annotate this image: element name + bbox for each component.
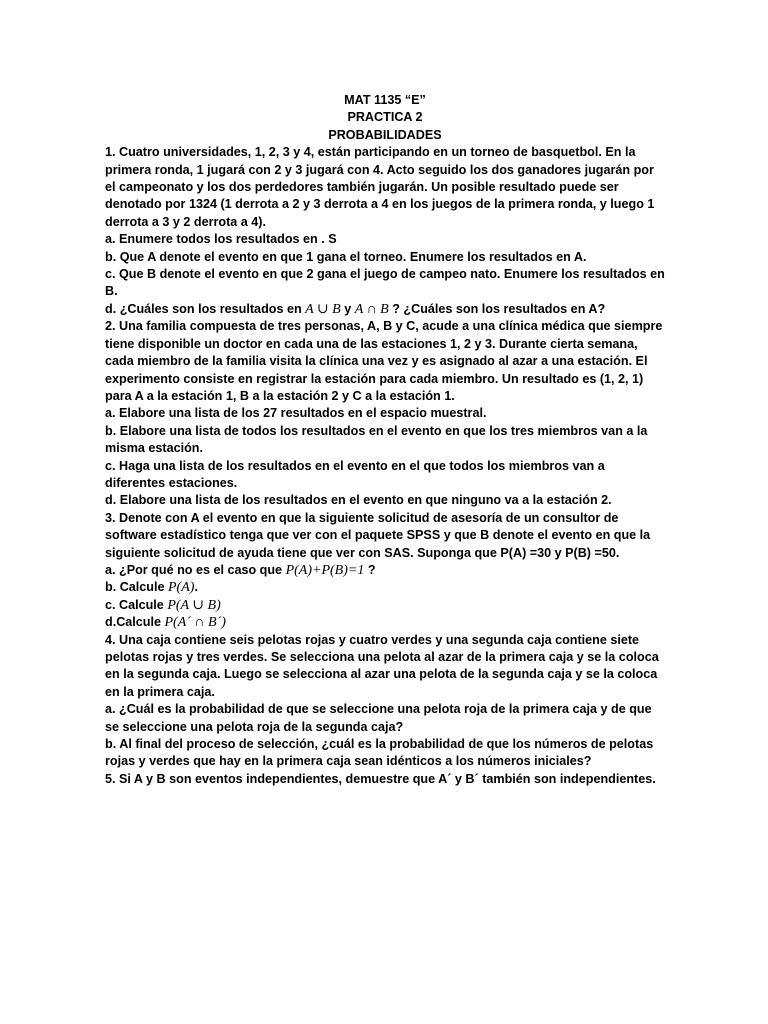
question-1d-lead: d. ¿Cuáles son los resultados en — [105, 301, 302, 316]
question-3b-lead: b. Calcule — [105, 580, 165, 595]
question-4a: a. ¿Cuál es la probabilidad de que se seleccione una pelota roja de la primera caja y de que se seleccione una pelota roja de la segunda caja? — [105, 702, 652, 734]
question-3d-lead: d.Calcule — [105, 615, 161, 630]
question-3c — [105, 597, 665, 614]
formula-intersection: A ∩ B — [354, 301, 389, 317]
question-1b: b. Que A denote el evento en que 1 gana el torneo. Enumere los resultados en A. — [105, 249, 587, 264]
question-1a: a. Enumere todos los resultados en . S — [105, 232, 337, 247]
formula-p-complement-intersection: P(A´ ∩ B´) — [164, 615, 226, 631]
question-2: 2. Una familia compuesta de tres personas, A, B y C, acude a una clínica médica que siempre tiene disponible un doctor en cada una de las estaciones 1, 2 y 3. Durante cierta semana, cada miembro de la familia visita la clínica una vez y es asignado al azar a una estación. El experimento consiste en registrar la estación para cada miembro. Un resultado es (1, 2, 1) para A a la estación 1, B a la estación 2 y C a la estación 1. — [105, 319, 663, 403]
practice-title: PRACTICA 2 — [347, 110, 423, 125]
question-3a-lead: a. ¿Por qué no es el caso que — [105, 562, 283, 577]
question-4b: b. Al final del proceso de selección, ¿cuál es la probabilidad de que los números de pelotas rojas y verdes que hay en la primera caja sean idénticos a los números iniciales? — [105, 737, 654, 769]
question-1d-and: y — [344, 301, 352, 316]
question-1: 1. Cuatro universidades, 1, 2, 3 y 4, están participando en un torneo de basquetbol. En la primera ronda, 1 jugará con 2 y 3 jugará con 4. Acto seguido los dos ganadores jugarán por el campeonato y los dos perdedores también jugarán. Un posible resultado puede ser denotado por 1324 (1 derrota a 2 y 3 derrota a 4 en los juegos de la primera ronda, y luego 1 derrota a 3 y 2 derrota a 4). — [105, 145, 655, 229]
question-1d-tail: ? ¿Cuáles son los resultados en A? — [392, 301, 606, 316]
question-3c-lead: c. Calcule — [105, 597, 164, 612]
question-2d: d. Elabore una lista de los resultados en el evento en que ninguno va a la estación 2. — [105, 493, 612, 508]
document-content — [105, 92, 665, 788]
question-3: 3. Denote con A el evento en que la siguiente solicitud de asesoría de un consultor de software estadístico tenga que ver con el paquete SPSS y que B denote el evento en que la siguiente solicitud de ayuda tiene que ver con SAS. Suponga que P(A) =30 y P(B) =50. — [105, 510, 651, 560]
question-3d — [105, 614, 665, 631]
question-3b — [105, 579, 665, 596]
question-2c: c. Haga una lista de los resultados en el evento en el que todos los miembros van a diferentes estaciones. — [105, 458, 605, 490]
formula-union: A ∪ B — [305, 301, 341, 317]
question-3a-tail: ? — [367, 562, 376, 577]
question-3b-tail: . — [194, 580, 198, 595]
question-1d — [105, 301, 665, 318]
question-1c: c. Que B denote el evento en que 2 gana el juego de campeo nato. Enumere los resultados en B. — [105, 267, 665, 299]
question-2a: a. Elabore una lista de los 27 resultados en el espacio muestral. — [105, 406, 487, 421]
course-title: MAT 1135 “E” — [344, 93, 426, 107]
question-5: 5. Si A y B son eventos independientes, demuestre que A´ y B´ también son independientes. — [105, 771, 656, 786]
subject-title: PROBABILIDADES — [328, 127, 442, 142]
question-3a — [105, 562, 665, 579]
formula-pa: P(A) — [168, 580, 195, 596]
question-4: 4. Una caja contiene seis pelotas rojas y cuatro verdes y una segunda caja contiene siete pelotas rojas y tres verdes. Se selecciona una pelota al azar de la primera caja y se la coloca en la segunda caja. Luego se selecciona al azar una pelota de la segunda caja y se la coloca en la primera caja. — [105, 632, 659, 699]
formula-sum: P(A)+P(B)=1 — [285, 562, 365, 578]
formula-p-union: P(A ∪ B) — [167, 597, 221, 613]
question-2b: b. Elabore una lista de todos los resultados en el evento en que los tres miembros van a la misma estación. — [105, 423, 648, 456]
